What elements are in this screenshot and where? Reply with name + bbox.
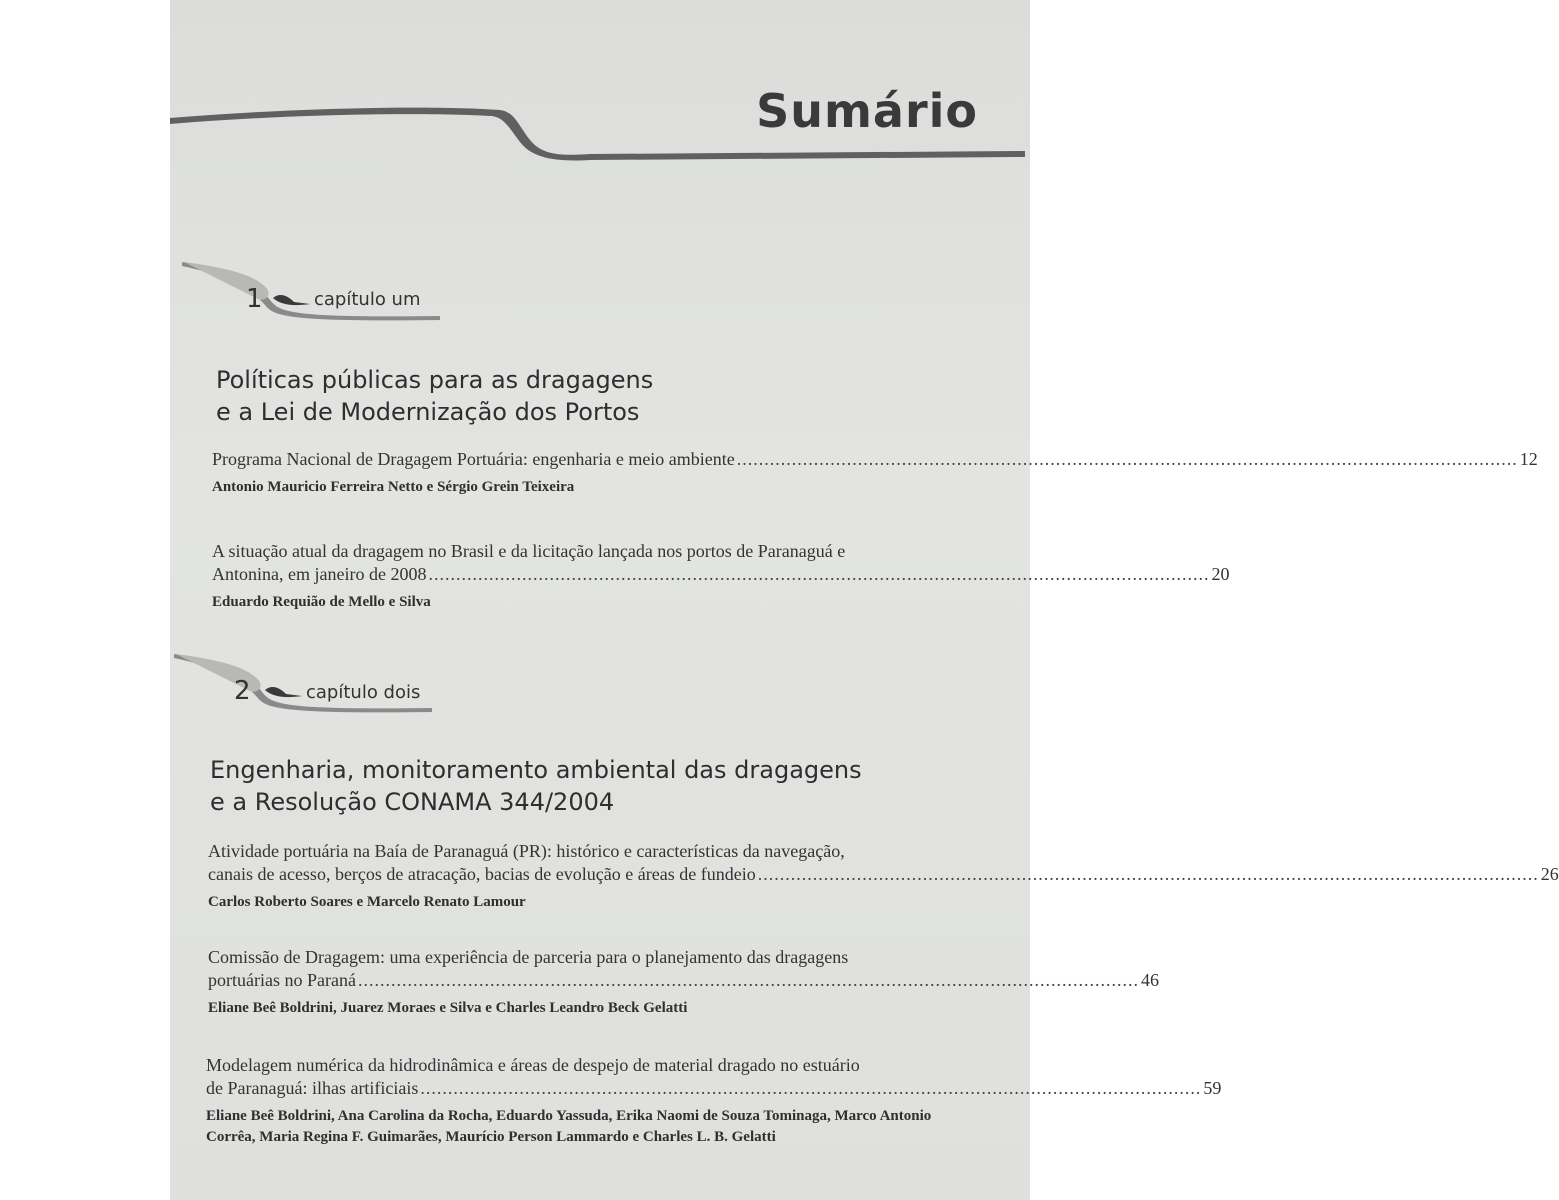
entry-authors: Carlos Roberto Soares e Marcelo Renato Lamour xyxy=(208,894,526,910)
toc-entry[interactable] xyxy=(208,840,1559,913)
entry-title-line: Comissão de Dragagem: uma experiência de parceria para o planejamento das dragagens xyxy=(208,947,849,967)
toc-entry[interactable] xyxy=(212,448,1538,498)
toc-entry[interactable] xyxy=(206,1054,1222,1148)
entry-authors: Eduardo Requião de Mello e Silva xyxy=(212,594,431,610)
page-number: 12 xyxy=(1519,449,1538,469)
page-number: 46 xyxy=(1140,970,1159,990)
chapter-title-line: e a Lei de Modernização dos Portos xyxy=(216,398,640,426)
entry-title: Antonina, em janeiro de 2008 xyxy=(212,564,427,584)
page-title: Sumário xyxy=(756,84,978,138)
dot-leader: .............................................................................................................................................. xyxy=(428,564,1210,584)
toc-entry[interactable] xyxy=(212,540,1230,613)
page-number: 20 xyxy=(1211,564,1230,584)
book-page xyxy=(170,0,1559,1200)
chapter-title xyxy=(216,364,653,428)
entry-authors: Eliane Beê Boldrini, Ana Carolina da Rocha, Eduardo Yassuda, Erika Naomi de Souza Tominaga, Marco Antonio Corrêa, Maria Regina F. Guimarães, Maurício Person Lammardo e Charles L. B. Gelatti xyxy=(206,1108,932,1145)
dot-leader: .............................................................................................................................................. xyxy=(420,1078,1202,1098)
page-number: 26 xyxy=(1540,864,1559,884)
chapter-title-line: Políticas públicas para as dragagens xyxy=(216,366,654,394)
dot-leader: .............................................................................................................................................. xyxy=(757,864,1539,884)
page-number: 59 xyxy=(1203,1078,1222,1098)
entry-title: portuárias no Paraná xyxy=(208,970,356,990)
chapter-number: 2 xyxy=(234,676,251,706)
chapter-label: capítulo um xyxy=(314,289,421,310)
entry-title-line: A situação atual da dragagem no Brasil e da licitação lançada nos portos de Paranaguá e xyxy=(212,541,846,561)
entry-title: de Paranaguá: ilhas artificiais xyxy=(206,1078,419,1098)
entry-authors: Antonio Mauricio Ferreira Netto e Sérgio Grein Teixeira xyxy=(212,479,575,495)
entry-title-line: Atividade portuária na Baía de Paranaguá (PR): histórico e características da navegação, xyxy=(208,841,845,861)
dot-leader: .............................................................................................................................................. xyxy=(736,449,1518,469)
chapter-title-line: e a Resolução CONAMA 344/2004 xyxy=(210,788,615,816)
entry-authors: Eliane Beê Boldrini, Juarez Moraes e Silva e Charles Leandro Beck Gelatti xyxy=(208,1000,688,1016)
chapter-number: 1 xyxy=(246,284,263,314)
chapter-title-line: Engenharia, monitoramento ambiental das dragagens xyxy=(210,756,862,784)
toc-entry[interactable] xyxy=(208,946,1159,1019)
entry-title-line: Modelagem numérica da hidrodinâmica e áreas de despejo de material dragado no estuário xyxy=(206,1055,860,1075)
entry-title: Programa Nacional de Dragagem Portuária: engenharia e meio ambiente xyxy=(212,449,735,469)
entry-title: canais de acesso, berços de atracação, bacias de evolução e áreas de fundeio xyxy=(208,864,756,884)
chapter-label: capítulo dois xyxy=(306,682,421,703)
dot-leader: .............................................................................................................................................. xyxy=(357,970,1139,990)
chapter-title xyxy=(210,754,862,818)
